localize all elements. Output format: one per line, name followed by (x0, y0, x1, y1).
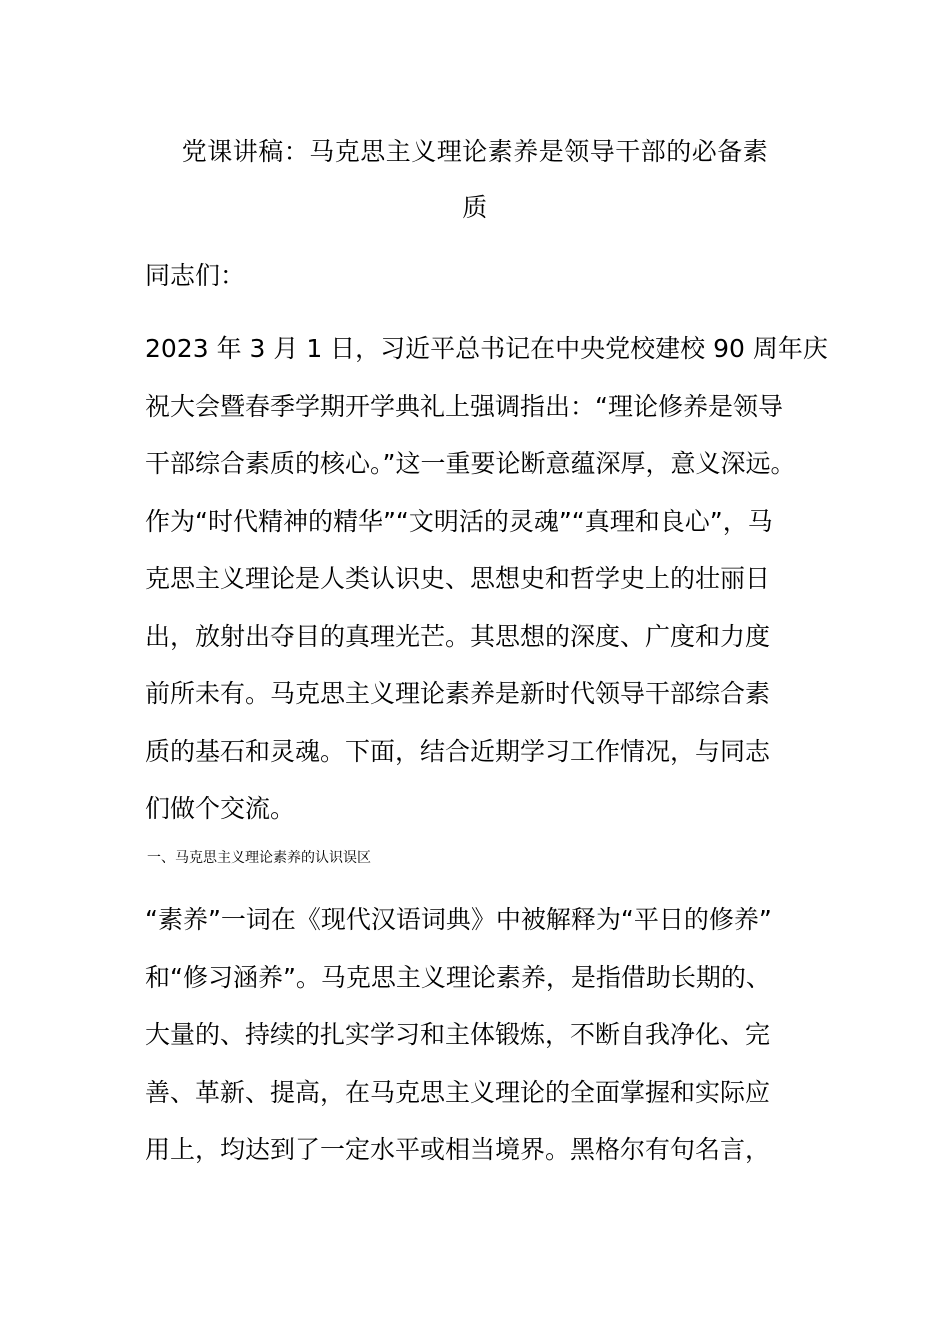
paragraph-line: 善、革新、提高，在马克思主义理论的全面掌握和实际应 (145, 1077, 771, 1107)
paragraph-line: 祝大会暨春季学期开学典礼上强调指出：“理论修养是领导 (145, 391, 783, 421)
paragraph-line: 们做个交流。 (145, 794, 296, 823)
paragraph-section-one (145, 891, 810, 1179)
paragraph-line: 和“修习涵养”。马克思主义理论素养，是指借助长期的、 (145, 962, 771, 992)
paragraph-line: 出，放射出夺目的真理光芒。其思想的深度、广度和力度 (145, 621, 771, 651)
paragraph-line: 大量的、持续的扎实学习和主体锻炼，不断自我净化、完 (145, 1020, 771, 1049)
title-line: 党课讲稿：马克思主义理论素养是领导干部的必备素 (181, 137, 769, 166)
paragraph-line: 用上，均达到了一定水平或相当境界。黑格尔有句名言， (145, 1135, 771, 1164)
document-title (145, 124, 805, 236)
paragraph-line: 干部综合素质的核心。”这一重要论断意蕴深厚，意义深远。 (145, 449, 796, 478)
paragraph-line: 前所未有。马克思主义理论素养是新时代领导干部综合素 (145, 679, 771, 708)
title-line: 质 (462, 193, 488, 222)
paragraph-intro (145, 320, 828, 838)
paragraph-line: 作为“时代精神的精华”“文明活的灵魂”“真理和良心”，马 (145, 506, 773, 536)
section-heading: 一、马克思主义理论素养的认识误区 (147, 850, 371, 866)
paragraph-line: 质的基石和灵魂。下面，结合近期学习工作情况，与同志 (145, 736, 771, 766)
greeting: 同志们： (145, 261, 246, 290)
paragraph-line: 2023 年 3 月 1 日，习近平总书记在中央党校建校 90 周年庆 (145, 334, 828, 363)
paragraph-line: 克思主义理论是人类认识史、思想史和哲学史上的壮丽日 (145, 564, 771, 593)
paragraph-line: “素养”一词在《现代汉语词典》中被解释为“平日的修养” (145, 905, 772, 934)
